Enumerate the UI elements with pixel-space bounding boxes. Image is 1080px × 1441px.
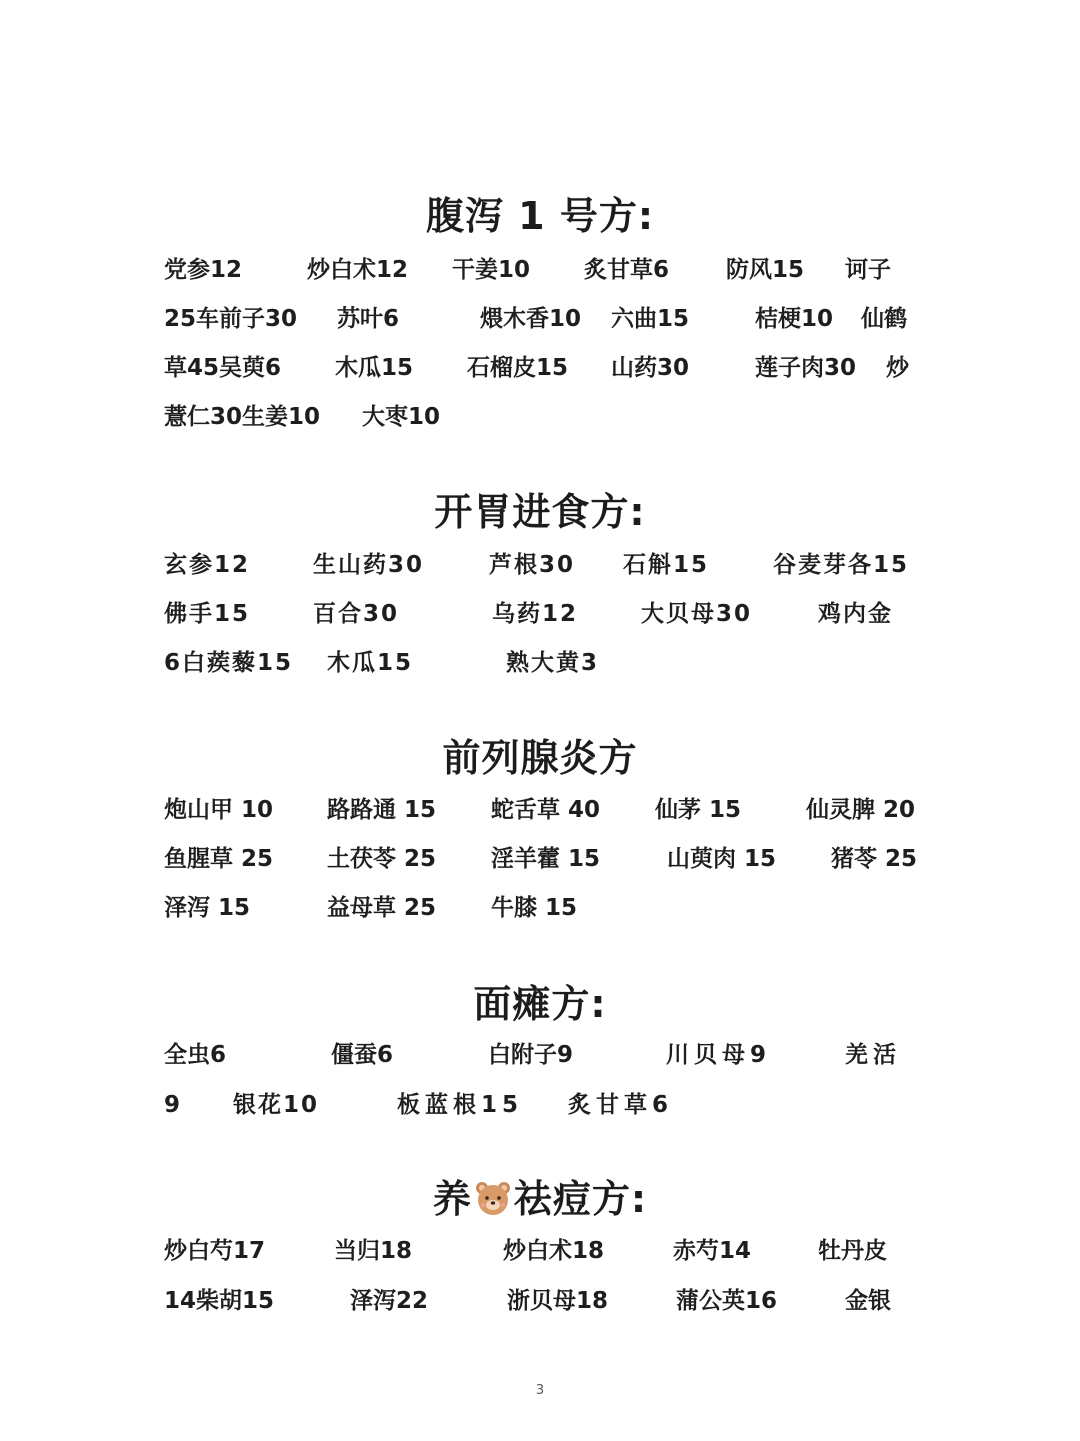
- page-number: 3: [535, 1383, 545, 1398]
- herb-item: 牛膝 15: [491, 895, 578, 921]
- herb-item: 薏仁30生姜10: [164, 404, 321, 430]
- herb-item: 鸡内金: [818, 601, 893, 627]
- herb-item: 煨木香10: [480, 306, 582, 332]
- herb-item: 木瓜15: [327, 650, 414, 676]
- herb-item: 桔梗10: [755, 306, 834, 332]
- herb-item: 仙茅 15: [655, 797, 742, 823]
- herb-item: 六曲15: [611, 306, 690, 332]
- formula-line: [0, 547, 1080, 587]
- formula-line: [0, 1087, 1080, 1127]
- herb-item: 蛇舌草 40: [491, 797, 601, 823]
- herb-item: 猪苓 25: [831, 846, 918, 872]
- herb-item: 草45吴萸6: [164, 355, 282, 381]
- section-title-acne: [0, 1175, 1080, 1223]
- herb-item: 白附子9: [488, 1042, 574, 1068]
- formula-line: [0, 1233, 1080, 1273]
- herb-item: 芦根30: [489, 552, 576, 578]
- formula-line: [0, 890, 1080, 930]
- formula-line: [0, 399, 1080, 439]
- section-title-facial-paralysis: [0, 980, 1080, 1028]
- herb-item: 牡丹皮: [818, 1238, 887, 1264]
- section-title-text: 面瘫方:: [473, 982, 607, 1026]
- formula-line: [0, 645, 1080, 685]
- bear-face-emoji-icon: [473, 1178, 513, 1218]
- herb-item: 僵蚕6: [331, 1042, 394, 1068]
- herb-item: 6白蒺藜15: [164, 650, 294, 676]
- herb-item: 鱼腥草 25: [164, 846, 274, 872]
- herb-item: 炙甘草6: [584, 257, 670, 283]
- herb-item: 川贝母9: [666, 1042, 772, 1068]
- herb-item: 干姜10: [452, 257, 531, 283]
- herb-item: 仙灵脾 20: [806, 797, 916, 823]
- herb-item: 益母草 25: [327, 895, 437, 921]
- herb-item: 乌药12: [492, 601, 579, 627]
- herb-item: 大枣10: [362, 404, 441, 430]
- herb-item: 苏叶6: [337, 306, 400, 332]
- herb-item: 9: [164, 1092, 181, 1118]
- herb-item: 百合30: [313, 601, 400, 627]
- herb-item: 银花10: [233, 1092, 320, 1118]
- herb-item: 炒白术12: [307, 257, 409, 283]
- herb-item: 25车前子30: [164, 306, 298, 332]
- herb-item: 山药30: [611, 355, 690, 381]
- section-title-text: 前列腺炎方: [442, 736, 638, 780]
- formula-line: [0, 841, 1080, 881]
- section-title-prostatitis: [0, 734, 1080, 782]
- herb-item: 金银: [845, 1288, 891, 1314]
- herb-item: 蒲公英16: [676, 1288, 778, 1314]
- herb-item: 泽泻22: [350, 1288, 429, 1314]
- herb-item: 赤芍14: [673, 1238, 752, 1264]
- herb-item: 山萸肉 15: [667, 846, 777, 872]
- herb-item: 路路通 15: [327, 797, 437, 823]
- herb-item: 土茯苓 25: [327, 846, 437, 872]
- herb-item: 石榴皮15: [467, 355, 569, 381]
- herb-item: 泽泻 15: [164, 895, 251, 921]
- herb-item: 炙甘草6: [568, 1092, 674, 1118]
- section-title-appetite: [0, 488, 1080, 536]
- herb-item: 炒白芍17: [164, 1238, 266, 1264]
- section-title-text: 腹泻 1 号方:: [425, 194, 655, 238]
- herb-item: 大贝母30: [641, 601, 753, 627]
- herb-item: 党参12: [164, 257, 243, 283]
- herb-item: 仙鹤: [861, 306, 907, 332]
- formula-line: [0, 1283, 1080, 1323]
- herb-item: 玄参12: [164, 552, 251, 578]
- herb-item: 炒白术18: [503, 1238, 605, 1264]
- formula-line: [0, 596, 1080, 636]
- herb-item: 炮山甲 10: [164, 797, 274, 823]
- herb-item: 炒: [886, 355, 909, 381]
- formula-line: [0, 350, 1080, 390]
- herb-item: 淫羊藿 15: [491, 846, 601, 872]
- section-title-text: 开胃进食方:: [434, 490, 646, 534]
- formula-line: [0, 301, 1080, 341]
- formula-line: [0, 792, 1080, 832]
- herb-item: 佛手15: [164, 601, 251, 627]
- herb-item: 莲子肉30: [755, 355, 857, 381]
- formula-line: [0, 252, 1080, 292]
- herb-item: 防风15: [726, 257, 805, 283]
- section-title-text: 养 祛痘方:: [432, 1177, 648, 1221]
- herb-item: 全虫6: [164, 1042, 227, 1068]
- herb-item: 浙贝母18: [507, 1288, 609, 1314]
- section-title-diarrhea: [0, 192, 1080, 240]
- herb-item: 谷麦芽各15: [773, 552, 910, 578]
- herb-item: 木瓜15: [335, 355, 414, 381]
- herb-item: 熟大黄3: [506, 650, 600, 676]
- herb-item: 诃子: [845, 257, 891, 283]
- herb-item: 14柴胡15: [164, 1288, 275, 1314]
- formula-line: [0, 1037, 1080, 1077]
- herb-item: 当归18: [334, 1238, 413, 1264]
- herb-item: 羌活: [845, 1042, 901, 1068]
- herb-item: 生山药30: [313, 552, 425, 578]
- herb-item: 板蓝根15: [397, 1092, 524, 1118]
- herb-item: 石斛15: [623, 552, 710, 578]
